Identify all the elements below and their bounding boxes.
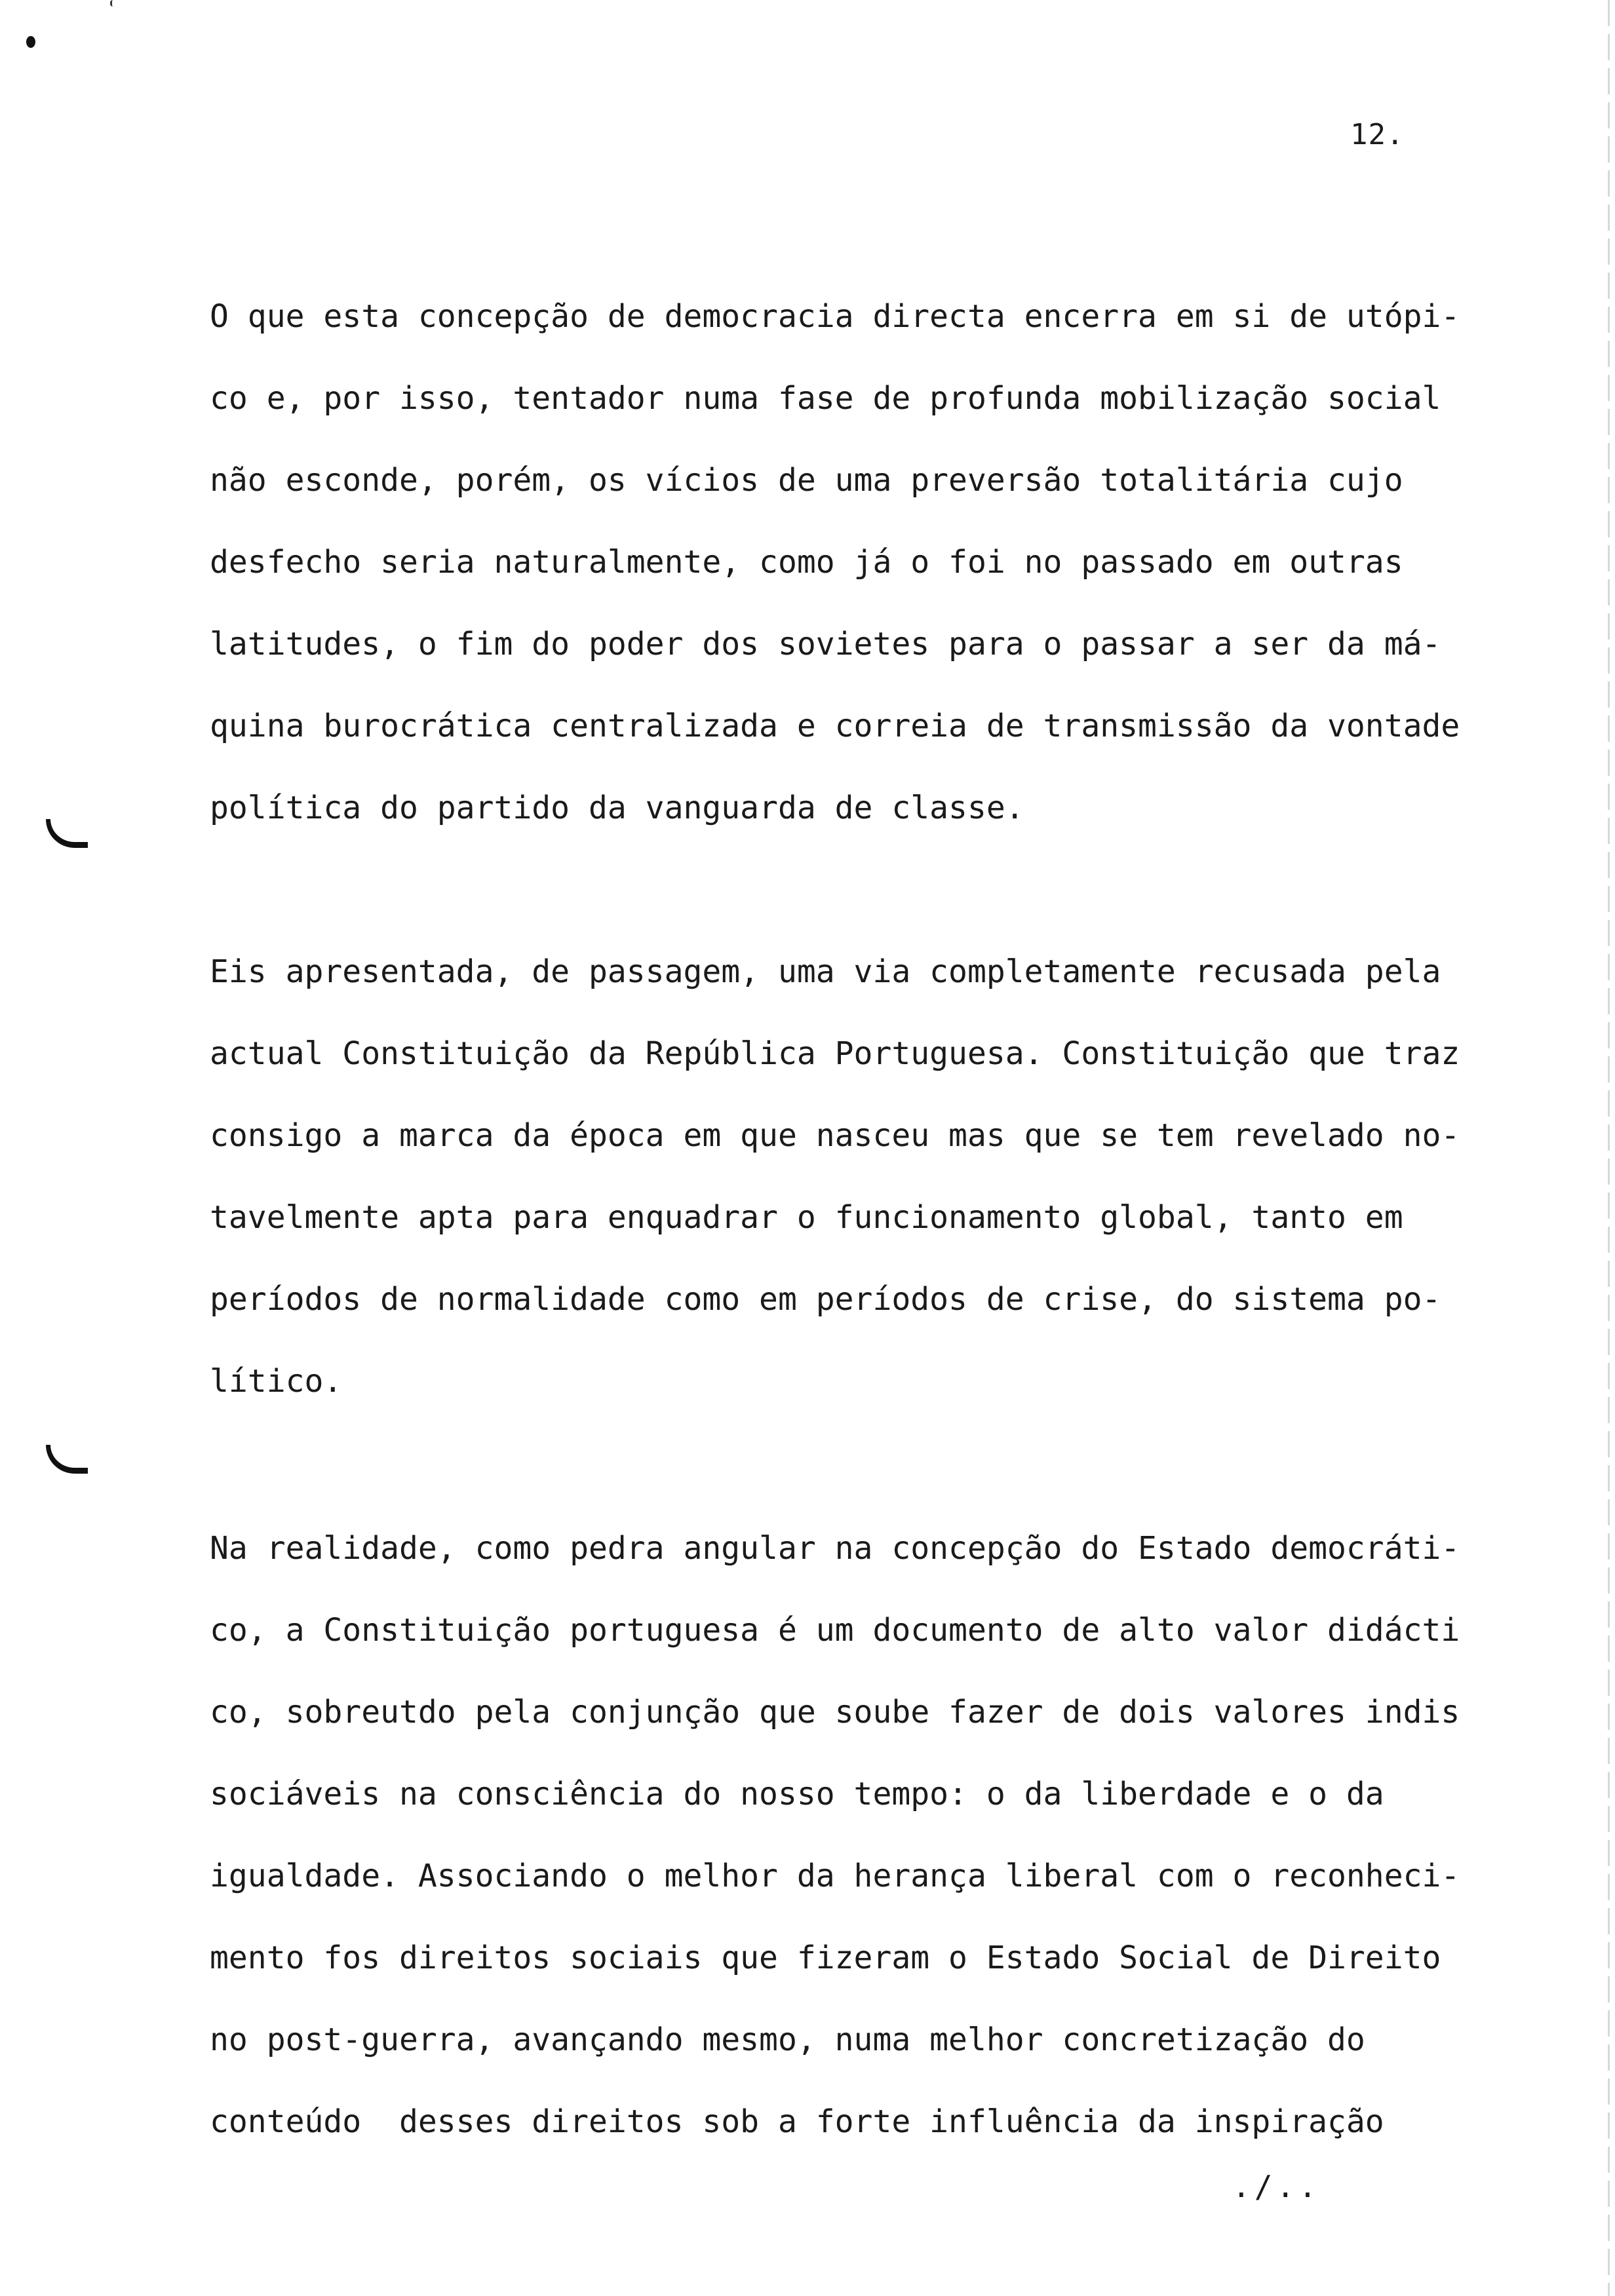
text-line: actual Constituição da República Portuguesa. Constituição que traz [210,1035,1460,1072]
top-tick-mark [110,0,116,7]
text-line: consigo a marca da época em que nasceu mas que se tem revelado no- [210,1117,1460,1154]
text-line: mento fos direitos sociais que fizeram o Estado Social de Direito [210,1940,1441,1976]
text-line: lítico. [210,1363,343,1400]
text-line: desfecho seria naturalmente, como já o foi no passado em outras [210,544,1403,581]
scan-edge-shadow [1608,0,1610,2296]
text-line: co e, por isso, tentador numa fase de profunda mobilização social [210,380,1441,417]
text-line: sociáveis na consciência do nosso tempo: o da liberdade e o da [210,1776,1384,1812]
text-line: co, sobreutdo pela conjunção que soube fazer de dois valores indis [210,1694,1460,1731]
page-number: 12. [1350,118,1405,151]
text-line: períodos de normalidade como em períodos de crise, do sistema po- [210,1281,1441,1318]
text-line: igualdade. Associando o melhor da herança liberal com o reconheci- [210,1858,1460,1894]
text-line: O que esta concepção de democracia directa encerra em si de utópi- [210,298,1460,335]
text-line: co, a Constituição portuguesa é um documento de alto valor didácti [210,1612,1460,1649]
text-line: no post-guerra, avançando mesmo, numa melhor concretização do [210,2021,1365,2058]
text-line: não esconde, porém, os vícios de uma preversão totalitária cujo [210,462,1403,499]
text-line: quina burocrática centralizada e correia de transmissão da vontade [210,708,1460,744]
punch-hole-dot [26,36,35,48]
text-line: Na realidade, como pedra angular na concepção do Estado democráti- [210,1530,1460,1567]
text-line: Eis apresentada, de passagem, uma via completamente recusada pela [210,953,1441,990]
margin-check-mark [46,1445,88,1474]
text-line: latitudes, o fim do poder dos sovietes para o passar a ser da má- [210,626,1441,662]
margin-check-mark [46,819,88,848]
text-line: tavelmente apta para enquadrar o funcionamento global, tanto em [210,1199,1403,1236]
text-line: política do partido da vanguarda de classe. [210,790,1024,826]
text-line: conteúdo desses direitos sob a forte influência da inspiração [210,2103,1384,2140]
continuation-mark: ./.. [1232,2169,1321,2204]
